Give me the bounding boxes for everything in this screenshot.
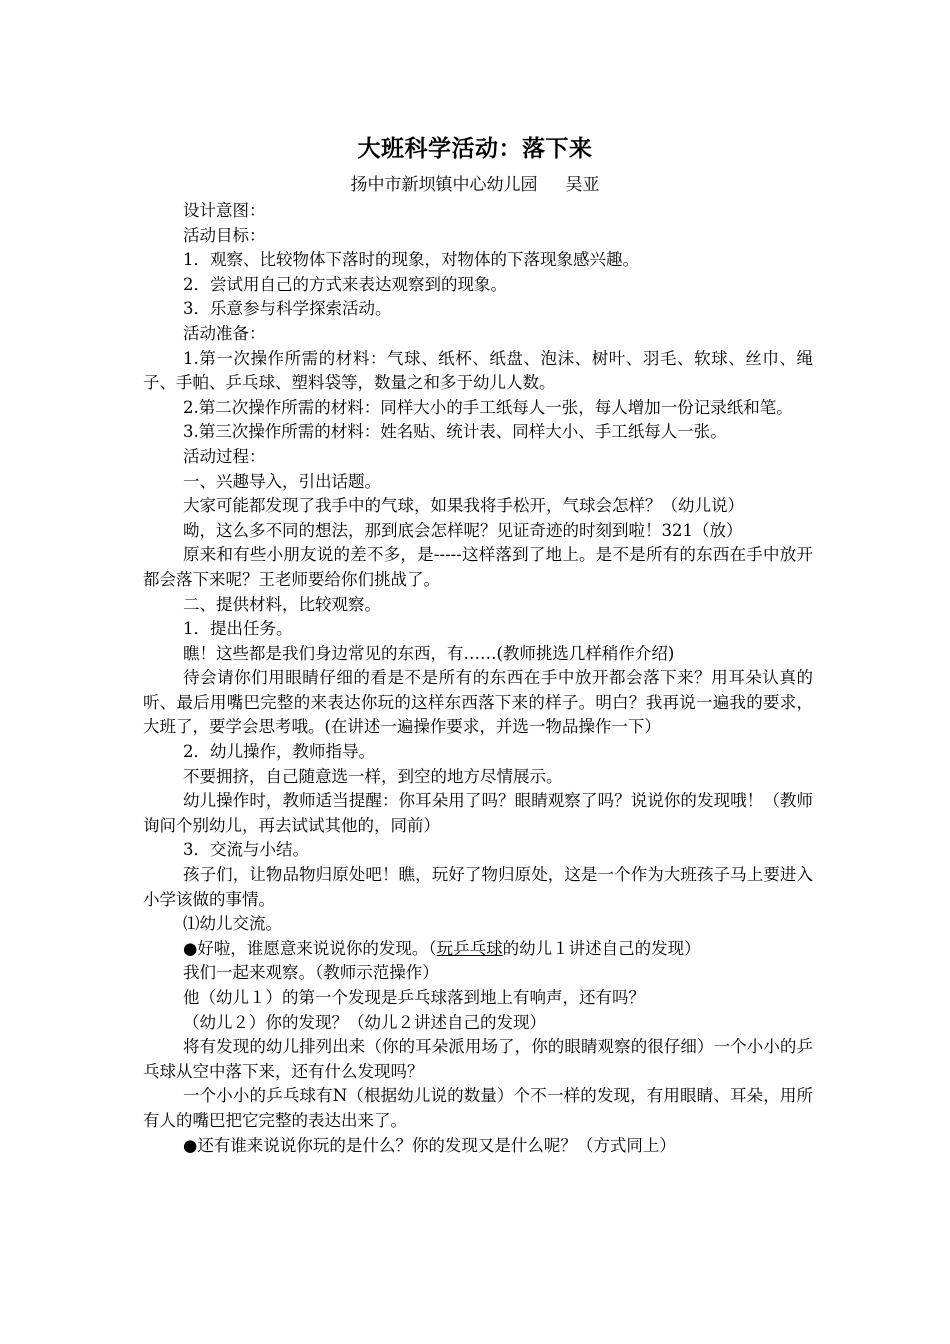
author-name: 吴亚 — [565, 175, 600, 195]
paragraph: 将有发现的幼儿排列出来（你的耳朵派用场了，你的眼睛观察的很仔细）一个小小的乒乓球从空中落下来，还有什么发现吗？ — [143, 1037, 813, 1081]
paragraph: 2．尝试用自己的方式来表达观察到的现象。 — [183, 274, 507, 294]
paragraph — [143, 937, 813, 962]
paragraph: 2．幼儿操作，教师指导。 — [183, 742, 375, 762]
paragraph: 呦，这么多不同的想法，那到底会怎样呢？见证奇迹的时刻到啦！321（放） — [183, 520, 743, 540]
school-name: 扬中市新坝镇中心幼儿园 — [350, 175, 538, 195]
paragraph: 2.第二次操作所需的材料：同样大小的手工纸每人一张，每人增加一份记录纸和笔。 — [183, 397, 793, 417]
paragraph: 幼儿操作时，教师适当提醒：你耳朵用了吗？眼睛观察了吗？说说你的发现哦！（教师询问个别幼儿，再去试试其他的，同前） — [143, 791, 813, 835]
paragraph: 活动准备： — [183, 323, 266, 343]
paragraph: （幼儿２）你的发现？（幼儿２讲述自己的发现） — [183, 1012, 546, 1032]
paragraph: 一个小小的乒乓球有N（根据幼儿说的数量）个不一样的发现，有用眼睛、耳朵，用所有人的嘴巴把它完整的表达出来了。 — [143, 1086, 813, 1130]
paragraph: 原来和有些小朋友说的差不多，是-----这样落到了地上。是不是所有的东西在手中放开都会落下来呢？王老师要给你们挑战了。 — [143, 545, 813, 589]
paragraph: 他（幼儿１）的第一个发现是乒乓球落到地上有响声，还有吗？ — [183, 988, 645, 1007]
paragraph: ⑴幼儿交流。 — [183, 914, 282, 934]
paragraph: 1．观察、比较物体下落时的现象，对物体的下落现象感兴趣。 — [183, 250, 639, 270]
paragraph: 不要拥挤，自己随意选一样，到空的地方尽情展示。 — [183, 766, 563, 786]
paragraph: 3．乐意参与科学探索活动。 — [183, 299, 392, 319]
document-title: 大班科学活动：落下来 — [357, 136, 593, 162]
paragraph: 大家可能都发现了我手中的气球，如果我将手松开，气球会怎样？（幼儿说） — [183, 496, 744, 516]
paragraph: 瞧！这些都是我们身边常见的东西，有……(教师挑选几样稍作介绍) — [183, 643, 675, 663]
paragraph-text: 的幼儿１讲述自己的发现） — [502, 938, 701, 958]
paragraph: 活动目标： — [183, 225, 266, 245]
paragraph-text: ●好啦，谁愿意来说说你的发现。（ — [183, 938, 437, 958]
paragraph: 待会请你们用眼睛仔细的看是不是所有的东西在手中放开都会落下来？用耳朵认真的听、最后用嘴巴完整的来表达你玩的这样东西落下来的样子。明白？我再说一遍我的要求，大班了，要学会思考哦。(在讲述一遍操作要求，并选一物品操作一下） — [143, 668, 813, 737]
document-body — [143, 199, 813, 1158]
paragraph: 3.第三次操作所需的材料：姓名贴、统计表、同样大小、手工纸每人一张。 — [183, 422, 727, 442]
paragraph: 活动过程： — [183, 446, 266, 466]
paragraph: 3．交流与小结。 — [183, 840, 309, 860]
underlined-text: 玩乒乓球 — [436, 938, 503, 958]
paragraph: ●还有谁来说说你玩的是什么？你的发现又是什么呢？（方式同上） — [183, 1135, 676, 1155]
paragraph: 1.第一次操作所需的材料：气球、纸杯、纸盘、泡沫、树叶、羽毛、软球、丝巾、绳子、手帕、乒乓球、塑料袋等，数量之和多于幼儿人数。 — [143, 348, 813, 393]
paragraph: 一、兴趣导入，引出话题。 — [183, 471, 381, 491]
paragraph: 设计意图： — [183, 201, 266, 220]
paragraph: 1．提出任务。 — [183, 619, 293, 639]
paragraph: 二、提供材料，比较观察。 — [183, 594, 381, 614]
paragraph: 我们一起来观察。（教师示范操作） — [183, 963, 439, 983]
paragraph: 孩子们，让物品物归原处吧！瞧，玩好了物归原处，这是一个作为大班孩子马上要进入小学该做的事情。 — [143, 865, 813, 909]
byline — [0, 172, 950, 198]
